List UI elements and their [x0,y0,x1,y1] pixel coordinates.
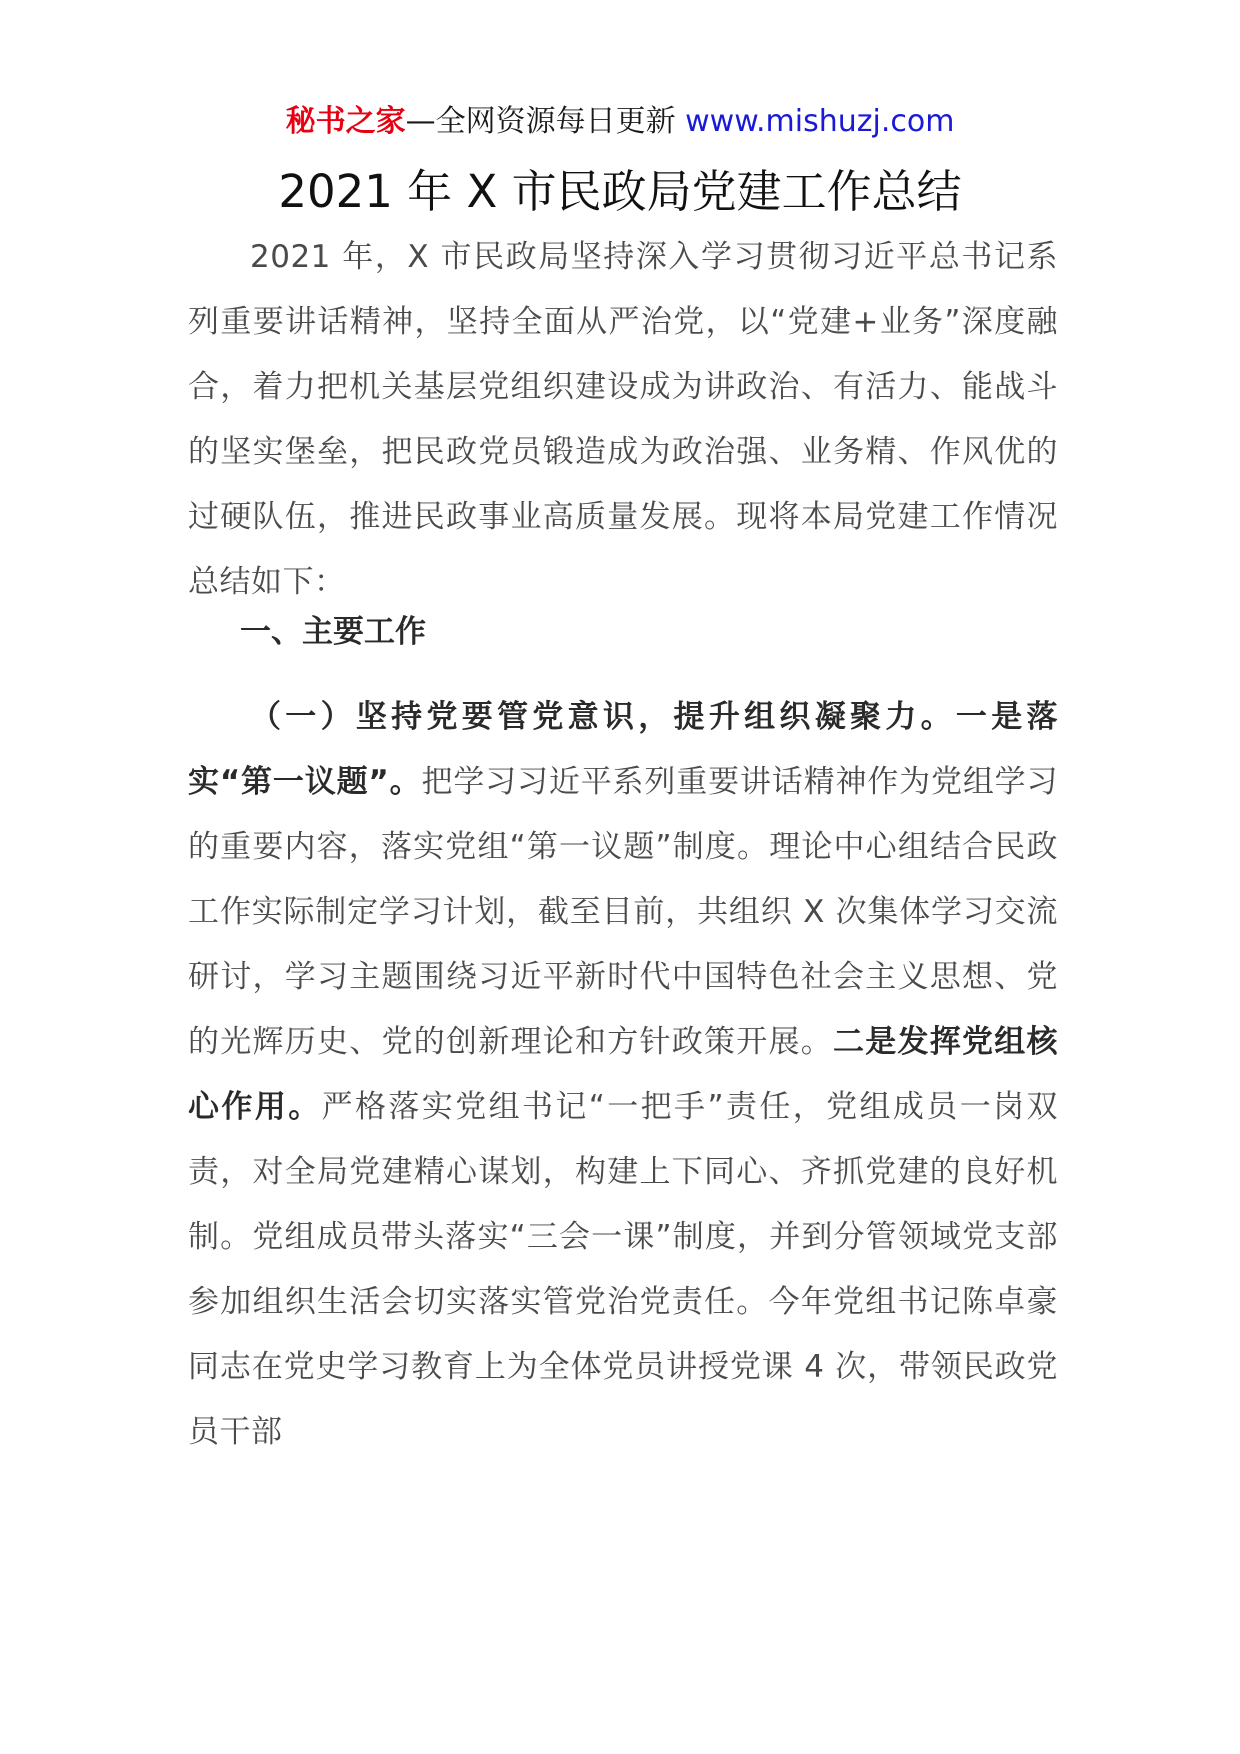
point-1-text: 把学习习近平系列重要讲话精神作为党组学习的重要内容，落实党组“第一议题”制度。理论中心组结合民政工作实际制定学习计划，截至目前，共组织 X 次集体学习交流研讨，学习主题围绕习近平新时代中国特色社会主义思想、党的光辉历史、党的创新理论和方针政策开展。 [188,764,1059,1060]
site-header [0,100,1240,144]
section-1-paragraph [188,685,1058,1465]
section-1-content [188,685,1058,1465]
intro-paragraph: 2021 年，X 市民政局坚持深入学习贯彻习近平总书记系列重要讲话精神，坚持全面从严治党，以“党建+业务”深度融合，着力把机关基层党组织建设成为讲政治、有活力、能战斗的坚实堡垒，把民政党员锻造成为政治强、业务精、作风优的过硬队伍，推进民政事业高质量发展。现将本局党建工作情况总结如下： [188,239,1058,600]
header-slogan: —全网资源每日更新 [405,104,676,139]
section-1 [188,600,1058,665]
document-title: 2021 年 X 市民政局党建工作总结 [278,165,962,218]
section-1-heading: 一、主要工作 [240,614,426,650]
subsection-1-title: （一）坚持党要管党意识，提升组织凝聚力。 [250,699,956,735]
point-2-title: 二是发挥党组核心作用。 [188,1024,1058,1125]
intro-block [188,225,1058,615]
point-1-title: 一是落实“第一议题”。 [188,699,1059,800]
site-url-link[interactable]: www.mishuzj.com [685,104,955,139]
brand-name: 秘书之家 [285,104,406,139]
point-2-text: 严格落实党组书记“一把手”责任，党组成员一岗双责，对全局党建精心谋划，构建上下同心、齐抓党建的良好机制。党组成员带头落实“三会一课”制度，并到分管领域党支部参加组织生活会切实落实管党治党责任。今年党组书记陈卓豪同志在党史学习教育上为全体党员讲授党课 4 次，带领民政党员干部 [188,1089,1059,1450]
